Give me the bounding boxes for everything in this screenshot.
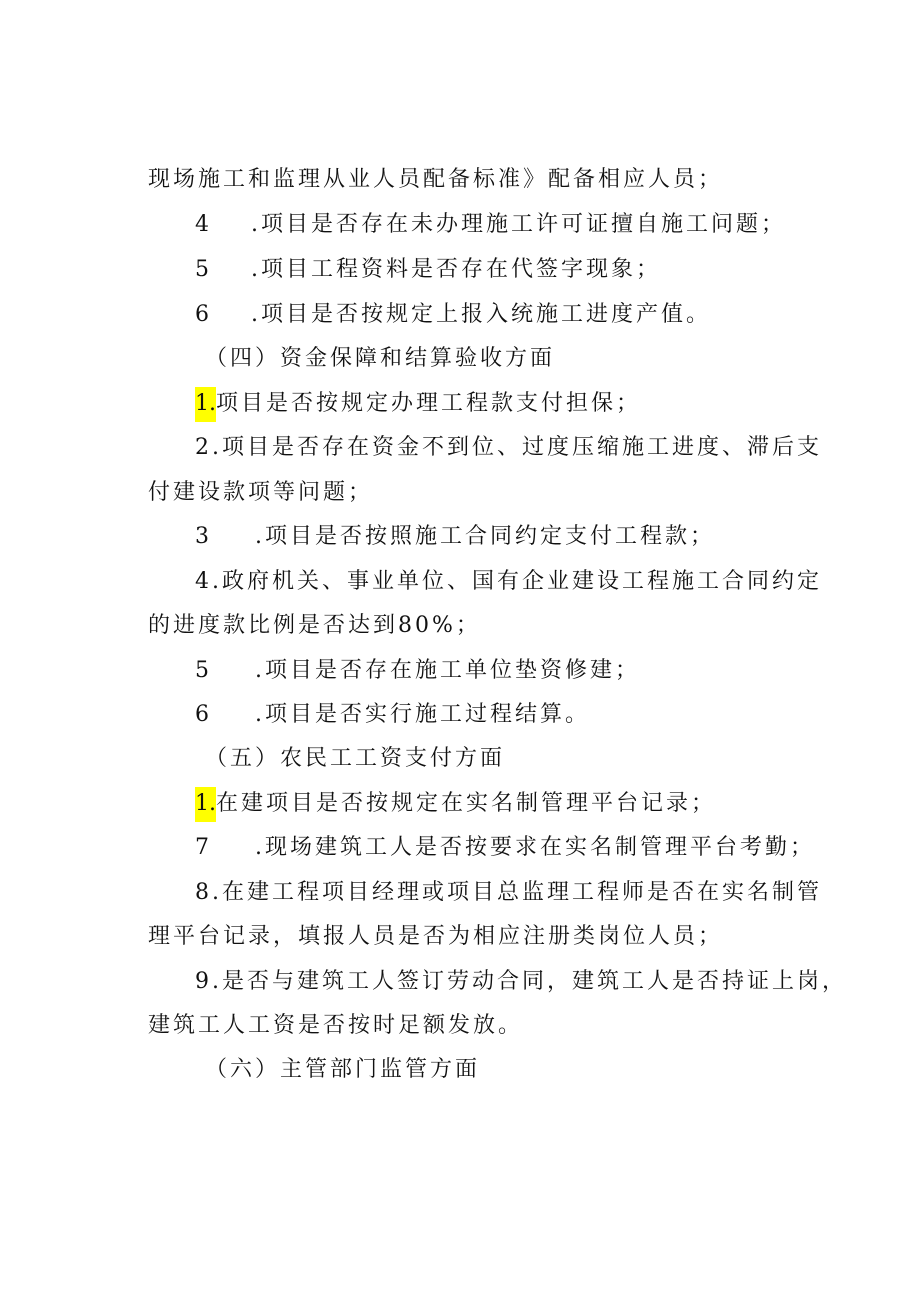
item-text: .项目是否实行施工过程结算。	[255, 702, 590, 727]
section-heading-6	[205, 1055, 480, 1085]
list-item-5b	[195, 656, 640, 686]
heading-text: （六）主管部门监管方面	[205, 1057, 481, 1082]
list-item-1b-highlighted	[195, 789, 716, 819]
item-number: 7	[195, 835, 209, 860]
highlighted-number: 1.	[195, 387, 216, 422]
item-text: 在建项目是否按规定在实名制管理平台记录；	[216, 791, 717, 816]
list-item-9	[195, 967, 847, 997]
item-text: .现场建筑工人是否按要求在实名制管理平台考勤；	[255, 835, 815, 860]
item-text: 建筑工人工资是否按时足额发放。	[148, 1013, 524, 1038]
item-text: 的进度款比例是否达到80%；	[148, 613, 481, 638]
item-text: 付建设款项等问题；	[148, 480, 374, 505]
item-number: 5	[195, 257, 209, 282]
list-item-6	[195, 300, 711, 330]
item-text: .项目是否按规定上报入统施工进度产值。	[251, 302, 711, 327]
line-text: 现场施工和监理从业人员配备标准》配备相应人员；	[148, 167, 724, 192]
item-number: 4	[195, 212, 209, 237]
list-item-4	[195, 210, 786, 240]
item-number: 3	[195, 524, 209, 549]
list-item-8-continued	[148, 922, 723, 952]
list-item-8	[195, 878, 822, 908]
list-item-9-continued	[148, 1011, 523, 1041]
item-text: 项目是否按规定办理工程款支付担保；	[216, 391, 642, 416]
list-item-2	[195, 433, 822, 463]
list-item-4b-continued	[148, 611, 481, 641]
list-item-1-highlighted	[195, 389, 641, 419]
paragraph-line	[148, 165, 723, 195]
item-number: 5	[195, 658, 209, 683]
list-item-5	[195, 255, 661, 285]
list-item-4b	[195, 567, 822, 597]
item-text: 8.在建工程项目经理或项目总监理工程师是否在实名制管	[195, 880, 822, 905]
list-item-3	[195, 522, 715, 552]
section-heading-4	[205, 344, 555, 374]
heading-text: （四）资金保障和结算验收方面	[205, 346, 556, 371]
item-number: 6	[195, 702, 209, 727]
item-text: 4.政府机关、事业单位、国有企业建设工程施工合同约定	[195, 569, 822, 594]
section-heading-5	[205, 744, 505, 774]
list-item-2-continued	[148, 478, 373, 508]
list-item-6b	[195, 700, 590, 730]
item-number: 6	[195, 302, 209, 327]
item-text: .项目工程资料是否存在代签字现象；	[251, 257, 661, 282]
item-text: 9.是否与建筑工人签订劳动合同，建筑工人是否持证上岗，	[195, 969, 847, 994]
item-text: .项目是否按照施工合同约定支付工程款；	[255, 524, 715, 549]
item-text: .项目是否存在未办理施工许可证擅自施工问题；	[251, 212, 786, 237]
list-item-7	[195, 833, 815, 863]
item-text: 2.项目是否存在资金不到位、过度压缩施工进度、滞后支	[195, 435, 822, 460]
heading-text: （五）农民工工资支付方面	[205, 746, 506, 771]
highlighted-number: 1.	[195, 787, 216, 822]
item-text: .项目是否存在施工单位垫资修建；	[255, 658, 640, 683]
item-text: 理平台记录，填报人员是否为相应注册类岗位人员；	[148, 924, 724, 949]
